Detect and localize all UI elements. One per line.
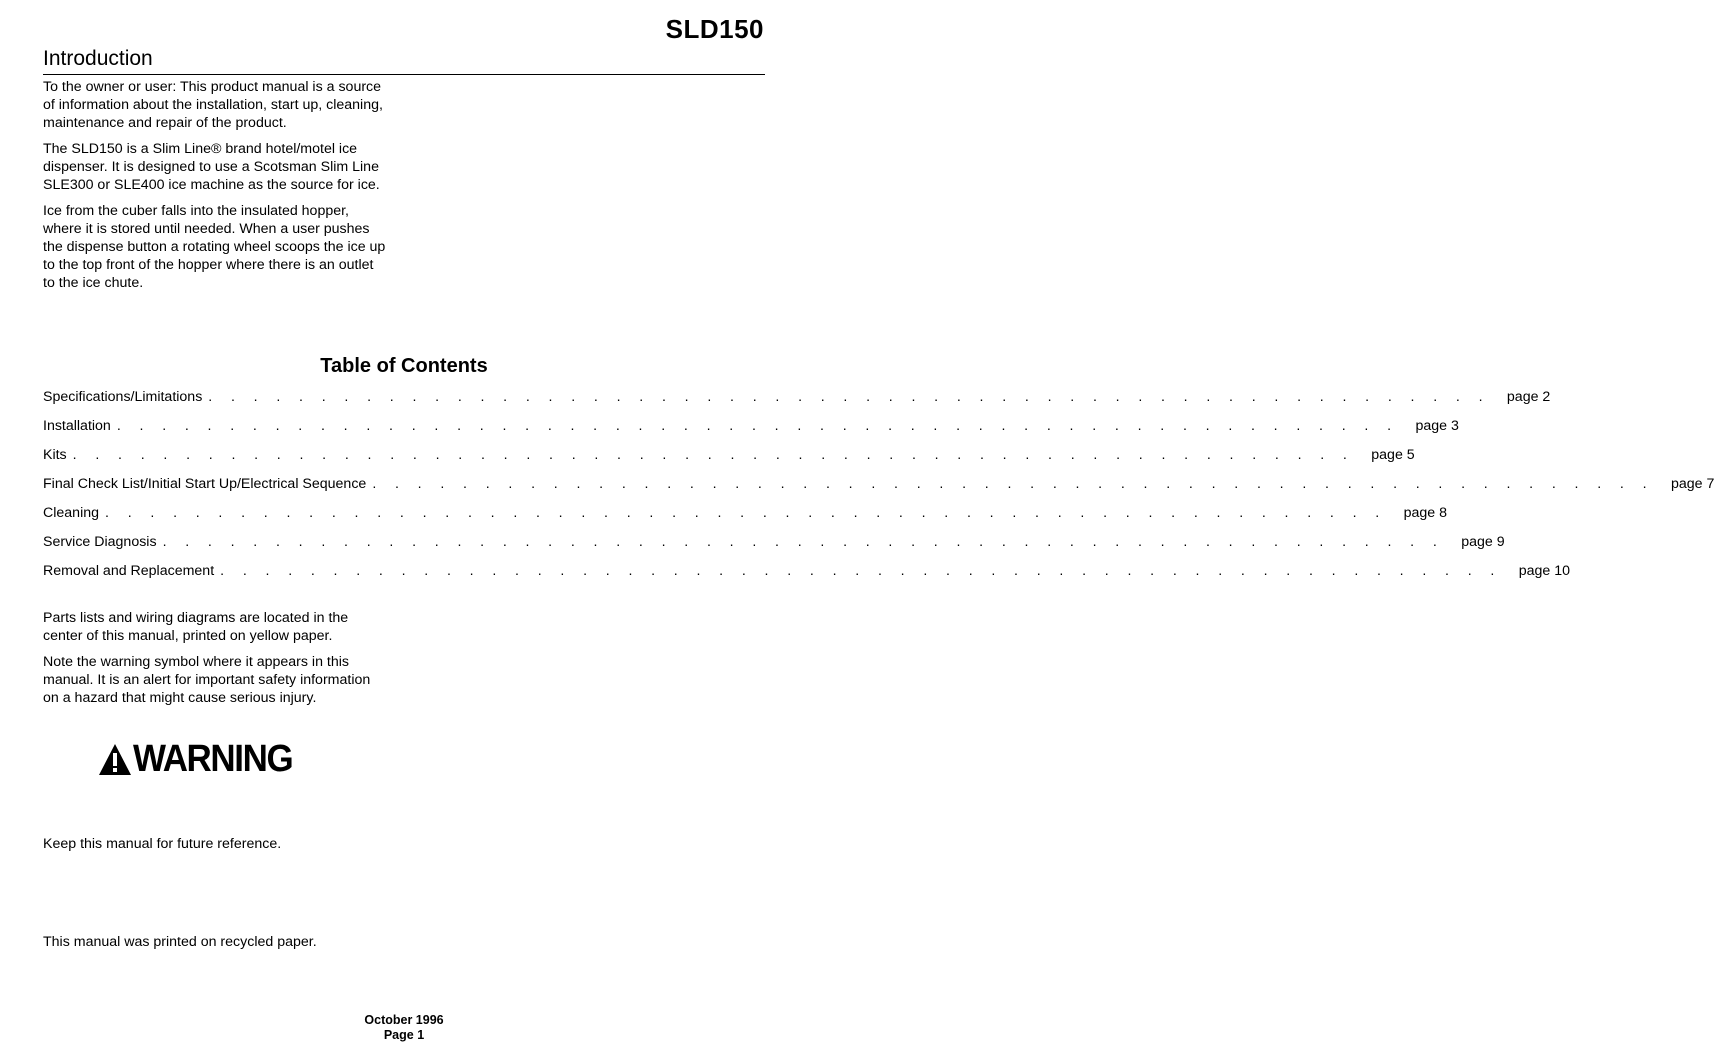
keep-manual-note: Keep this manual for future reference. xyxy=(43,836,282,852)
warning-label: WARNING xyxy=(133,738,293,780)
page-footer xyxy=(0,1013,808,1043)
toc-leader-dots: . . . . . . . . . . . . . . . . . . . . . . . . . . . . . . . . . . . . . . . . . . . . . . . . . . . . . . . . . xyxy=(72,447,1355,463)
toc-entry-page: page 3 xyxy=(1415,418,1459,434)
table-of-contents xyxy=(43,389,1714,592)
toc-entry-label: Service Diagnosis xyxy=(43,534,157,550)
toc-leader-dots: . . . . . . . . . . . . . . . . . . . . . . . . . . . . . . . . . . . . . . . . . . . . . . . . . . . . . . . . . xyxy=(208,389,1490,405)
toc-entry-page: page 5 xyxy=(1371,447,1415,463)
model-number: SLD150 xyxy=(665,14,764,44)
section-heading xyxy=(43,44,765,75)
toc-leader-dots: . . . . . . . . . . . . . . . . . . . . . . . . . . . . . . . . . . . . . . . . . . . . . . . . . . . . . . . . . xyxy=(372,476,1654,492)
intro-paragraph: Ice from the cuber falls into the insulated hopper, where it is stored until needed. When a user pushes the dispense button a rotating wheel scoops the ice up to the top front of the hopper where there is an outlet to the ice chute. xyxy=(43,203,386,291)
toc-leader-dots: . . . . . . . . . . . . . . . . . . . . . . . . . . . . . . . . . . . . . . . . . . . . . . . . . . . . . . . . . xyxy=(162,534,1445,550)
intro-text xyxy=(43,78,388,300)
toc-entry[interactable] xyxy=(43,505,1448,534)
toc-entry-page: page 9 xyxy=(1461,534,1505,550)
notes-text xyxy=(43,609,388,715)
recycled-paper-note: This manual was printed on recycled paper. xyxy=(43,934,317,950)
toc-entry-page: page 7 xyxy=(1670,476,1714,492)
footer-date: October 1996 xyxy=(364,1013,444,1027)
toc-entry[interactable] xyxy=(43,476,1714,505)
intro-paragraph: The SLD150 is a Slim Line® brand hotel/motel ice dispenser. It is designed to use a Scotsman Slim Line SLE300 or SLE400 ice machine as the source for ice. xyxy=(43,141,380,193)
toc-entry[interactable] xyxy=(43,418,1459,447)
toc-entry[interactable] xyxy=(43,389,1551,418)
footer-page-number: Page 1 xyxy=(383,1028,425,1042)
warning-banner xyxy=(98,738,306,781)
toc-title: Table of Contents xyxy=(320,355,488,377)
toc-entry-label: Installation xyxy=(43,418,111,434)
toc-entry-label: Kits xyxy=(43,447,67,463)
toc-leader-dots: . . . . . . . . . . . . . . . . . . . . . . . . . . . . . . . . . . . . . . . . . . . . . . . . . . . . . . . . . xyxy=(116,418,1399,434)
toc-entry[interactable] xyxy=(43,447,1415,476)
intro-paragraph: To the owner or user: This product manual is a source of information about the installation, start up, cleaning, maintenance and repair of the product. xyxy=(43,79,383,131)
toc-entry-page: page 8 xyxy=(1403,505,1448,521)
toc-entry-page: page 2 xyxy=(1506,389,1551,405)
toc-entry[interactable] xyxy=(43,563,1571,592)
toc-entry-label: Cleaning xyxy=(43,505,100,521)
toc-entry-label: Specifications/Limitations xyxy=(43,389,203,405)
toc-entry[interactable] xyxy=(43,534,1505,563)
warning-triangle-icon xyxy=(98,743,132,777)
notes-paragraph: Note the warning symbol where it appears in this manual. It is an alert for important safety information on a hazard that might cause serious injury. xyxy=(43,654,371,706)
toc-entry-page: page 10 xyxy=(1518,563,1571,579)
section-title: Introduction xyxy=(43,47,153,70)
notes-paragraph: Parts lists and wiring diagrams are located in the center of this manual, printed on yellow paper. xyxy=(43,610,349,644)
toc-entry-label: Final Check List/Initial Start Up/Electrical Sequence xyxy=(43,476,367,492)
toc-leader-dots: . . . . . . . . . . . . . . . . . . . . . . . . . . . . . . . . . . . . . . . . . . . . . . . . . . . . . . . . . xyxy=(220,563,1502,579)
toc-leader-dots: . . . . . . . . . . . . . . . . . . . . . . . . . . . . . . . . . . . . . . . . . . . . . . . . . . . . . . . . . xyxy=(105,505,1387,521)
toc-entry-label: Removal and Replacement xyxy=(43,563,215,579)
